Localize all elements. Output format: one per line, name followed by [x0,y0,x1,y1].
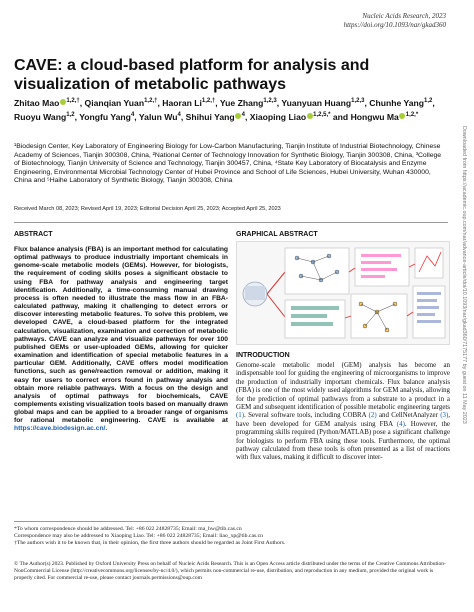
intro-text-part: and CellNetAnalyzer [378,412,438,420]
footnote-joint-authors: †The authors wish it to be known that, in their opinion, the first three authors should be regarded as Joint First Authors. [14,540,286,547]
author-name: Yongfu Yang [79,111,131,122]
abstract-text: Flux balance analysis (FBA) is an important method for calculating optimal pathways to produce industrially important chemicals in genome-scale metabolic models (GEMs). However, for biologists, the requirement of coding skills poses a significant obstacle to using FBA for pathway analysis and engineering target identification. Additionally, a time-consuming manual drawing process is often needed to illustrate the mass flow in an FBA-calculated pathway, making it challenging to detect errors or discover interesting metabolic features. To solve this problem, we developed CAVE, a cloud-based platform for the integrated calculation, visualization, examination and correction of metabolic pathways. CAVE can analyze and visualize pathways for over 100 published GEMs or user-uploaded GEMs, allowing for quicker examination and identification of special metabolic features in a particular GEM. Additionally, CAVE offers model modification functions, such as gene/reaction removal or addition, making it easy for users to correct errors found in pathway analysis and obtain more reliable pathways. With a focus on the design and analysis of optimal pathways for biochemicals, CAVE complements existing visualization tools based on manually drawn global maps and can be applied to a broader range of organisms for rational metabolic engineering. CAVE is available at [14,246,228,425]
reference-link[interactable]: (3) [440,412,449,420]
footnote-divider [14,521,214,522]
author-name: Chunhe Yang [369,97,425,108]
download-watermark: Downloaded from https://academic.oup.com/nar/advance-article/doi/10.1093/nar/gkad360/7175177 by guest on 11 May 2023 [461,126,467,424]
author-affiliation-marker: 1,2 [424,98,433,104]
author-affiliation-marker: 1,2,† [201,98,216,104]
graphical-abstract-heading: GRAPHICAL ABSTRACT [236,231,318,238]
divider [14,222,448,223]
author-name: Yuanyuan Huang [281,97,352,108]
orcid-icon[interactable] [399,113,405,119]
graphical-abstract-figure [236,241,450,345]
author-affiliation-marker: 1,2,† [66,98,80,104]
orcid-icon[interactable] [235,113,241,119]
author-name: Zhitao Mao [14,97,60,108]
journal-name: Nucleic Acids Research, 2023 [362,12,446,20]
license-notice: © The Author(s) 2023. Published by Oxford University Press on behalf of Nucleic Acids Research. This is an Open Access article distributed under the terms of the Creative Commons Attribution-NonCommercial License (http://creativecommons.org/licenses/by-nc/4.0/), which permits non-commercial re-use, distribution, and reproduction in any medium, provided the original work is properly cited. For commercial re-use, please contact journals.permissions@oup.com [14,561,446,581]
author-name: Hongwu Ma [350,111,399,122]
introduction-heading: INTRODUCTION [236,352,290,359]
affiliations: ¹Biodesign Center, Key Laboratory of Engineering Biology for Low-Carbon Manufacturing, Tianjin Institute of Industrial Biotechnology, Chinese Academy of Sciences, Tianjin 300308, China, ²National Center of Technology Innovation for Synthetic Biology, Tianjin 300308, China, ³College of Biotechnology, Tianjin University of Science and Technology, Tianjin 300457, China, ⁴State Key Laboratory of Biocatalysis and Enzyme Engineering, Environmental Microbial Technology Center of Hubei Province and School of Life Sciences, Hubei University, Wuhan 430000, China and ⁵Haihe Laboratory of Synthetic Biology, Tianjin 300308, China [14,143,442,185]
graphical-abstract-image [237,242,449,344]
publication-dates: Received March 08, 2023; Revised April 19, 2023; Editorial Decision April 25, 2023; Accepted April 25, 2023 [14,206,281,212]
author-name: Yalun Wu [138,111,178,122]
footnote-correspondence-alt: Correspondence may also be addressed to Xiaoping Liao. Tel: +86 022 24828735; Email: liao_xp@tib.cas.cn [14,533,263,540]
author-affiliation-marker: 1,2,5,* [313,111,331,118]
author-affiliation-marker: 4 [130,111,135,118]
abstract-heading: ABSTRACT [14,231,53,238]
intro-text-part: Genome-scale metabolic model (GEM) analysis has become an indispensable tool for guiding the engineering of microorganisms to improve the production of industrially important chemicals. Flux balance analysis (FBA) is one of the most widely used algorithms for GEM analysis, allowing for the prediction of optimal pathways from a substrate to a product in a GEM and subsequent identification of possible metabolic engineering targets [236,362,450,412]
author-list: Zhitao Mao $^{1,2,\dagger}$, Qianqian Yuan$^{1,2,\dagger}$, Haoran $Li^{1,2,\dagger}$, Yue Zhang$^{1,2,3}$, Yuanyuan Huang$^{1,2,3}$, Chunhe Yang$^{1,2}$, Ruoyu Wang$^{1,2}$, Yongfu Yang$^4$, Yalun Wu$^4$, Shihui Yang $^4$, Xiaoping Liao $^{1,2,5,*}$ and Hongwu Ma $^{1,2,*}$ [14,97,435,122]
reference-link[interactable]: (2) [368,412,377,420]
cave-link[interactable]: https://cave.biodesign.ac.cn/. [14,425,108,433]
author-name: Yue Zhang [219,97,264,108]
author-name: Shihui Yang [185,111,235,122]
intro-text-part: . Several software tools, including COBRA [244,412,367,420]
introduction-body [236,362,450,463]
author-affiliation-marker: 1,2,* [405,111,419,118]
author-affiliation-marker: 4 [177,111,181,118]
intro-text-part: , have been developed for GEM analysis using FBA [236,412,451,428]
article-title: CAVE: a cloud-based platform for analysis and visualization of metabolic pathways [14,57,370,93]
author-affiliation-marker: 1,2 [66,111,75,118]
author-name: Ruoyu Wang [14,111,67,122]
intro-text-part: . However, the programming skills required (Python/MATLAB) pose a significant challenge for biologists to perform FBA using these tools. Furthermore, the optimal pathway calculated from these tools is often presented as a list of reactions with flux values, making it difficult to discover inter- [236,420,450,462]
reference-link[interactable]: (4) [396,420,405,428]
author-affiliation-marker: 1,2,† [144,98,158,104]
abstract-body [14,246,228,434]
reference-link[interactable]: (1) [236,412,245,420]
author-name: Xiaoping Liao [249,111,307,122]
orcid-icon[interactable] [60,99,66,105]
author-affiliation-marker: 4 [241,111,245,118]
journal-header [344,12,446,30]
author-name: Qianqian Yuan [84,97,145,108]
doi-link[interactable]: https://doi.org/10.1093/nar/gkad360 [343,21,446,29]
footnote-correspondence: *To whom correspondence should be addressed. Tel: +86 022 24828735; Email: ma_hw@tib.cas.cn [14,526,242,532]
footnotes [14,526,448,548]
author-affiliation-marker: 1,2,3 [263,98,277,104]
orcid-icon[interactable] [307,113,313,119]
author-affiliation-marker: 1,2,3 [351,98,365,104]
author-name: Haoran Li [162,97,202,108]
